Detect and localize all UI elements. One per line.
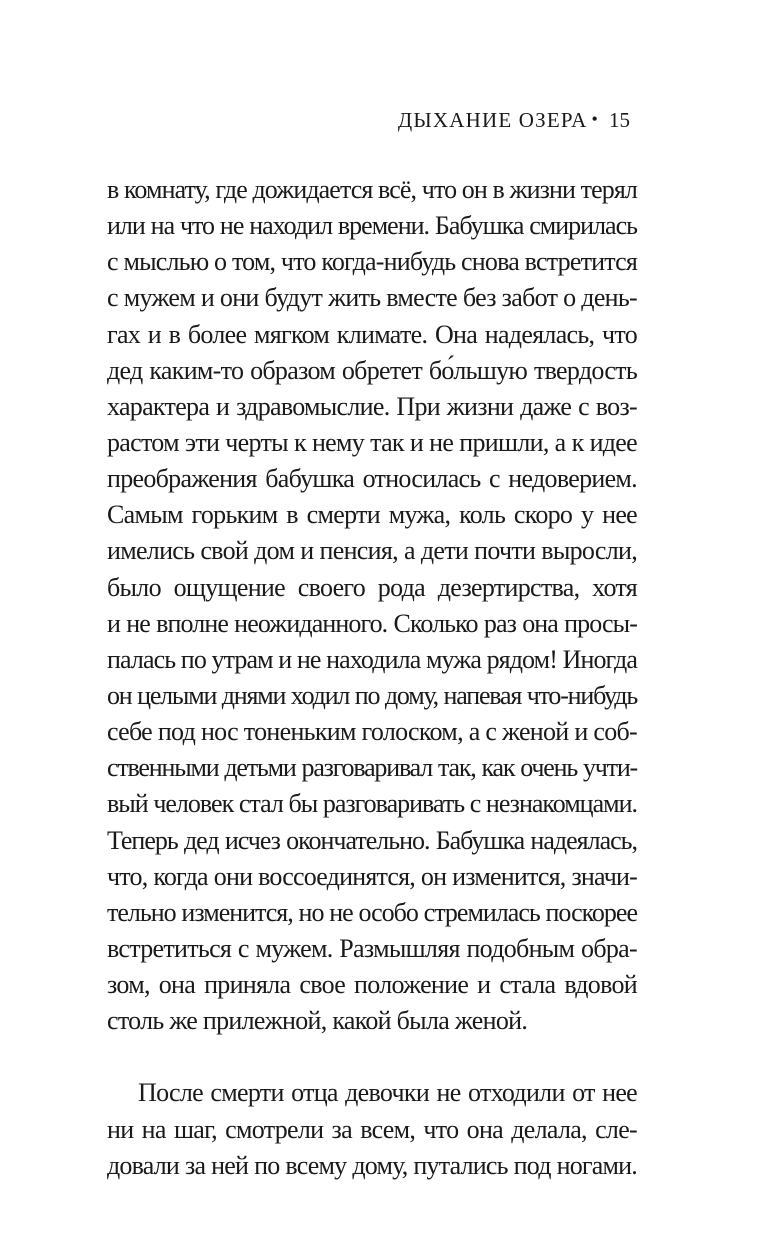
text-line: и не вполне неожиданного. Сколько раз она просы-	[107, 608, 637, 638]
text-line: вый человек стал бы разговаривать с незнакомцами.	[107, 789, 637, 819]
text-line: себе под нос тоненьким голоском, а с женой и соб-	[107, 717, 637, 747]
text-line: дед каким-то образом обретет бо́льшую твердость	[107, 355, 637, 385]
text-line: что, когда они воссоединятся, он изменится, значи-	[107, 861, 637, 891]
body-text	[107, 172, 637, 1184]
text-line: с мужем и они будут жить вместе без забот о день-	[107, 283, 637, 313]
text-line: в комнату, где дожидается всё, что он в жизни терял	[107, 175, 637, 204]
text-line: зом, она приняла свое положение и стала вдовой	[107, 970, 637, 1000]
text-line: имелись свой дом и пенсия, а дети почти выросли,	[107, 536, 637, 566]
text-line: ни на шаг, смотрели за всем, что она делала, сле-	[107, 1114, 637, 1144]
header-separator: •	[591, 109, 599, 129]
text-line: было ощущение своего рода дезертирства, хотя	[107, 572, 637, 602]
paragraph	[107, 1075, 637, 1183]
text-line: довали за ней по всему дому, путались под ногами.	[107, 1150, 637, 1180]
text-line: с мыслью о том, что когда-нибудь снова встретится	[107, 247, 638, 277]
book-title: ДЫХАНИЕ ОЗЕРА	[397, 108, 588, 132]
text-line: встретиться с мужем. Размышляя подобным обра-	[107, 933, 637, 963]
paragraph-spacer	[107, 1039, 637, 1075]
text-line: Самым горьким в смерти мужа, коль скоро у нее	[107, 500, 637, 530]
page-number: 15	[609, 108, 630, 132]
text-line: столь же прилежной, какой была женой.	[107, 1006, 528, 1036]
text-line: палась по утрам и не находила мужа рядом! Иногда	[107, 644, 637, 674]
text-line: гах и в более мягком климате. Она надеялась, что	[107, 319, 637, 349]
text-line: ственными детьми разговаривал так, как очень учти-	[107, 753, 637, 783]
text-line: он целыми днями ходил по дому, напевая что-нибудь	[107, 680, 637, 710]
text-line: Теперь дед исчез окончательно. Бабушка надеялась,	[107, 825, 637, 855]
text-line: После смерти отца девочки не отходили от нее	[138, 1078, 637, 1108]
running-header	[398, 104, 630, 135]
paragraph	[107, 172, 637, 1039]
text-line: тельно изменится, но не особо стремилась поскорее	[107, 897, 637, 927]
text-line: преображения бабушка относилась с недоверием.	[107, 464, 637, 494]
text-line: характера и здравомыслие. При жизни даже с воз-	[107, 391, 637, 421]
text-line: или на что не находил времени. Бабушка смирилась	[107, 211, 637, 241]
text-line: растом эти черты к нему так и не пришли, а к идее	[107, 427, 637, 457]
